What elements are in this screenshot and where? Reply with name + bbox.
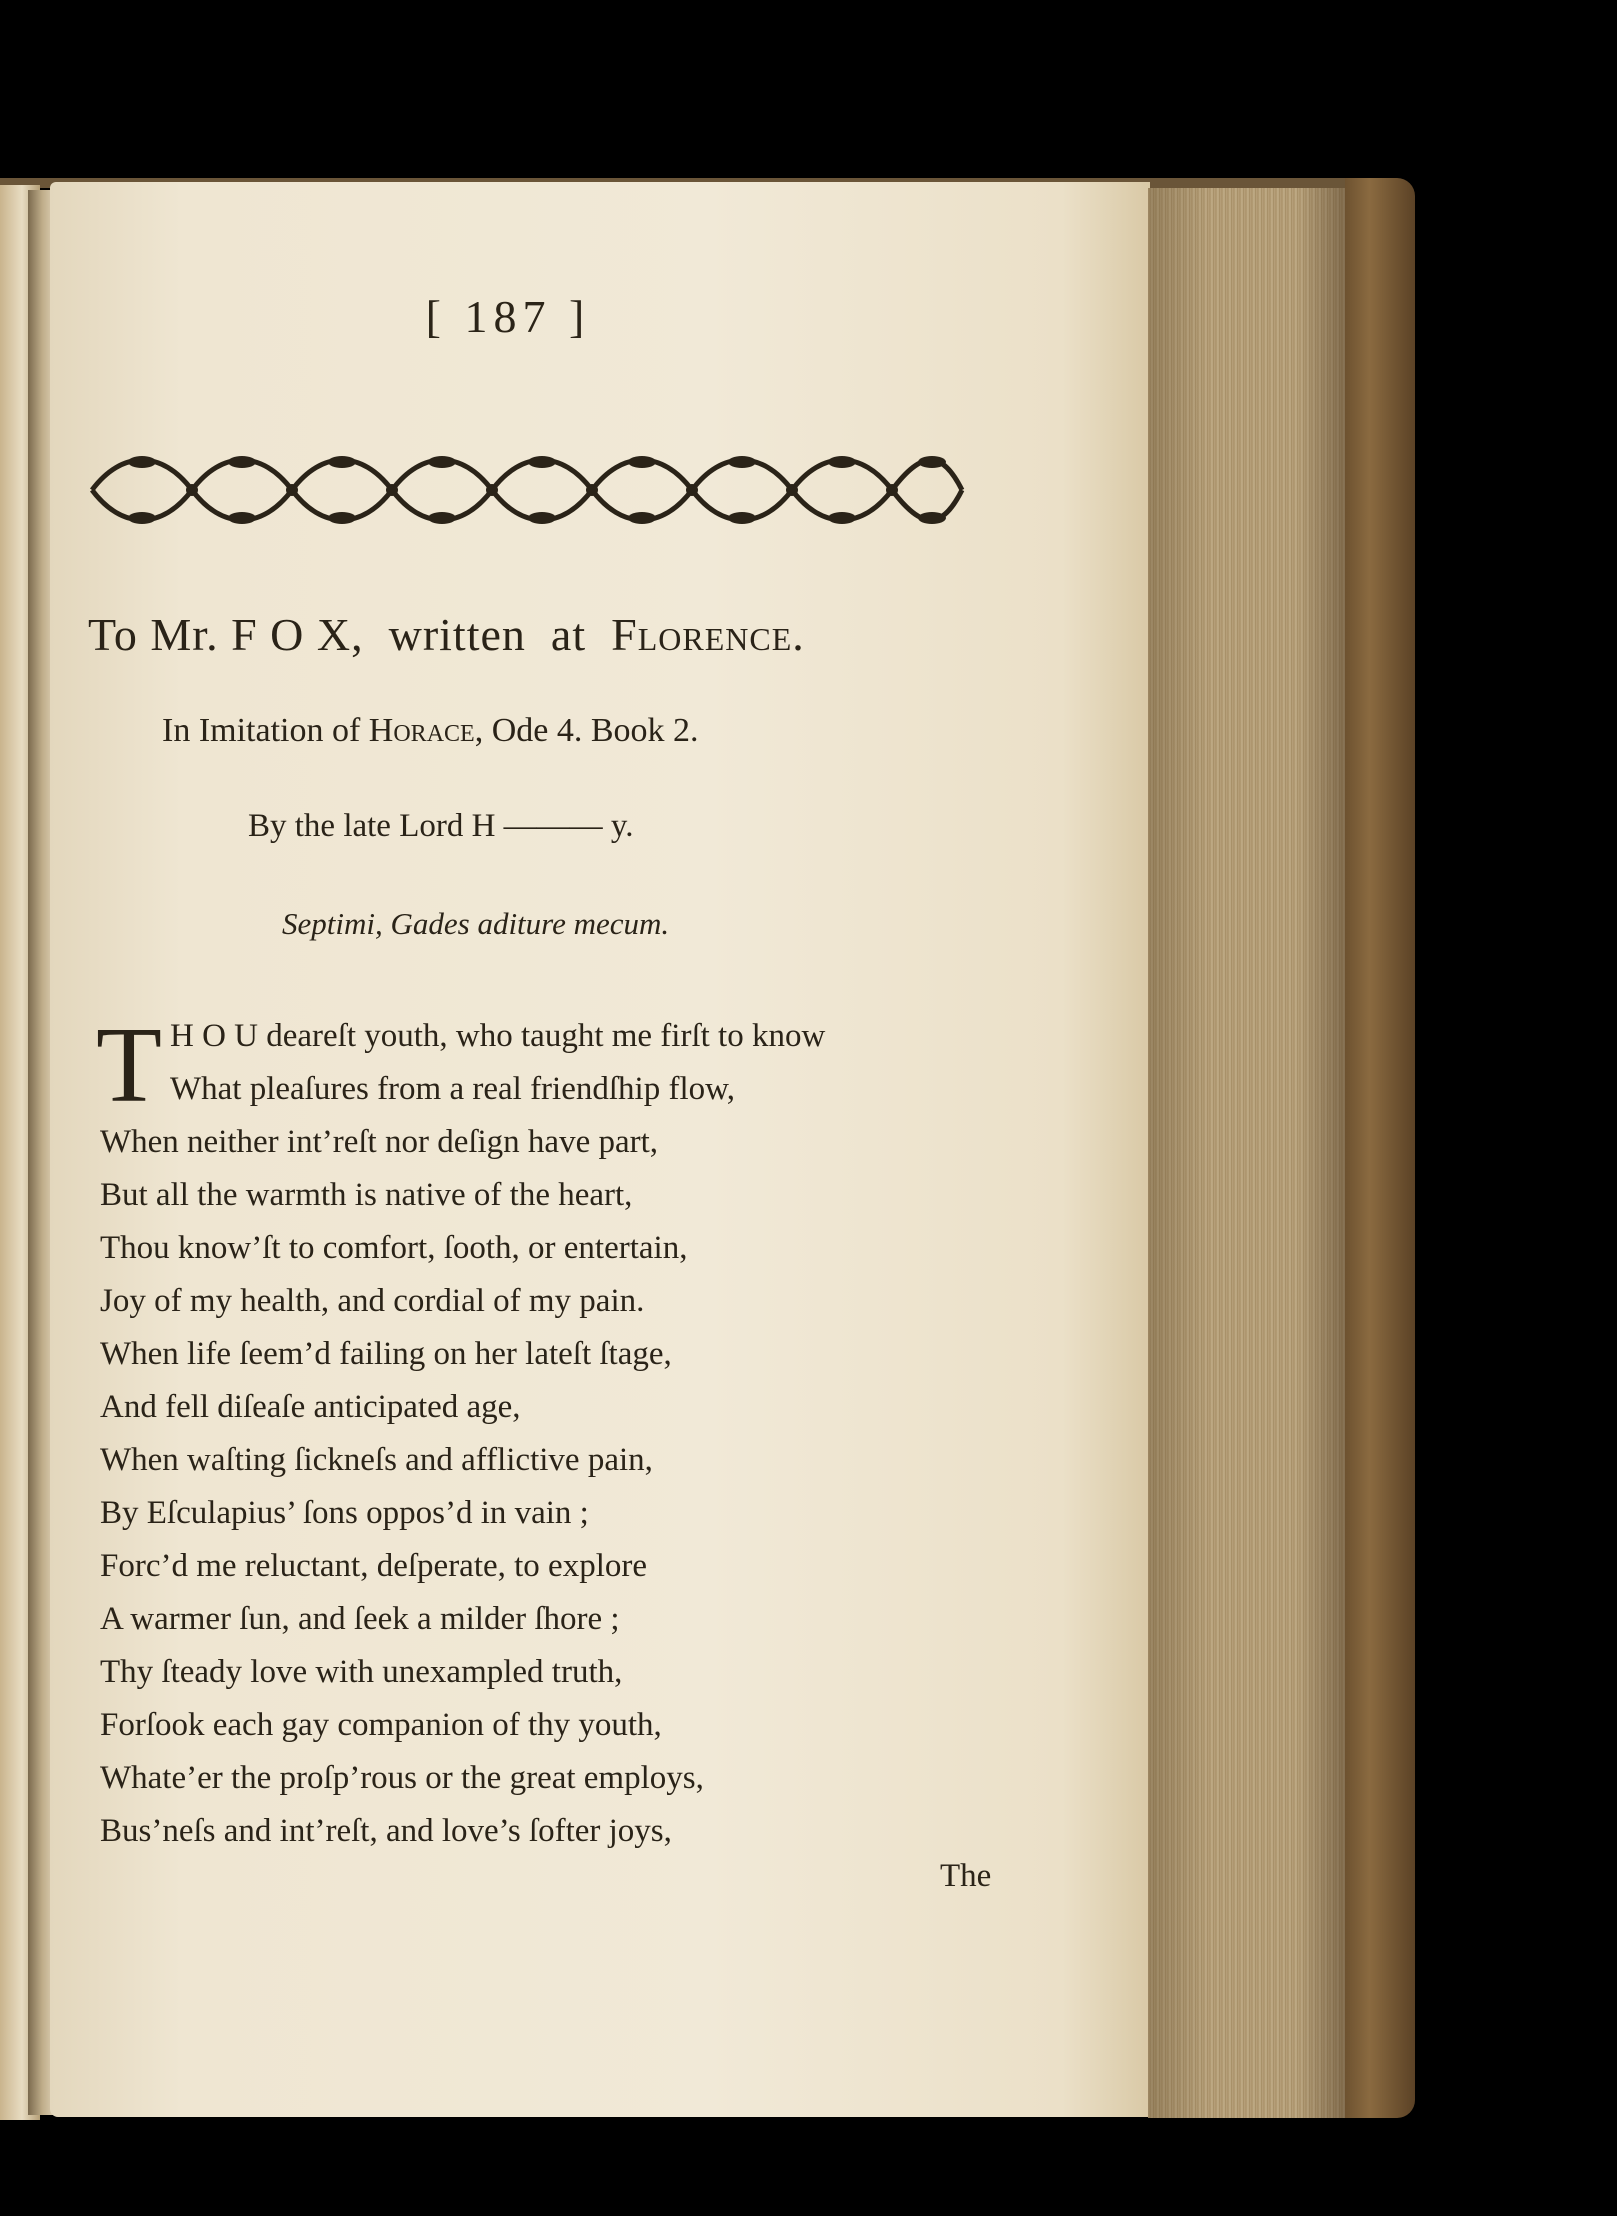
poem-line: By Eſculapius’ ſons oppos’d in vain ; <box>100 1495 589 1531</box>
poem-title <box>88 608 988 661</box>
poem-line: Joy of my health, and cordial of my pain. <box>100 1283 645 1319</box>
poem-epigraph: Septimi, Gades aditure mecum. <box>282 906 670 941</box>
title-prefix: To Mr. <box>88 609 232 660</box>
poem-line: Forſook each gay companion of thy youth, <box>100 1707 662 1743</box>
title-middle: written at <box>363 609 612 660</box>
book-cover-edge <box>1345 178 1415 2118</box>
subtitle-author: Horace, <box>368 712 484 749</box>
poem-line: When life ſeem’d failing on her lateſt ſtage, <box>100 1336 672 1372</box>
title-name: F O X, <box>231 609 364 660</box>
page-number: [ 187 ] <box>425 291 591 342</box>
poem-body <box>100 1010 1000 1858</box>
poem-line: Forc’d me reluctant, deſperate, to explore <box>100 1548 648 1584</box>
catchword: The <box>940 1858 992 1894</box>
poem-subtitle <box>162 712 699 750</box>
page-edges-shade <box>1148 188 1348 2118</box>
poem-byline: By the late Lord H ——— y. <box>248 808 634 844</box>
poem-line: Bus’neſs and int’reſt, and love’s ſofter joys, <box>100 1813 672 1849</box>
poem-line: What pleaſures from a real friendſhip flow, <box>170 1071 736 1107</box>
poem-line: And fell diſeaſe anticipated age, <box>100 1389 521 1425</box>
poem-line: But all the warmth is native of the heart, <box>100 1177 633 1213</box>
poem-line: A warmer ſun, and ſeek a milder ſhore ; <box>100 1601 620 1637</box>
poem-line: Thy ſteady love with unexampled truth, <box>100 1654 623 1690</box>
poem-line: Whate’er the proſp’rous or the great employs, <box>100 1760 704 1796</box>
subtitle-suffix: Ode 4. Book 2. <box>483 712 699 749</box>
poem-line: When waſting ſickneſs and afflictive pain, <box>100 1442 653 1478</box>
title-place: Florence. <box>611 609 805 660</box>
subtitle-prefix: In Imitation of <box>162 712 369 749</box>
poem-line: When neither int’reſt nor deſign have part, <box>100 1124 659 1160</box>
poem-line: H O U deareſt youth, who taught me firſt to know <box>170 1018 826 1054</box>
decorative-headpiece <box>82 440 972 540</box>
poem-line: Thou know’ſt to comfort, ſooth, or entertain, <box>100 1230 688 1266</box>
drop-capital: T <box>96 1006 162 1125</box>
